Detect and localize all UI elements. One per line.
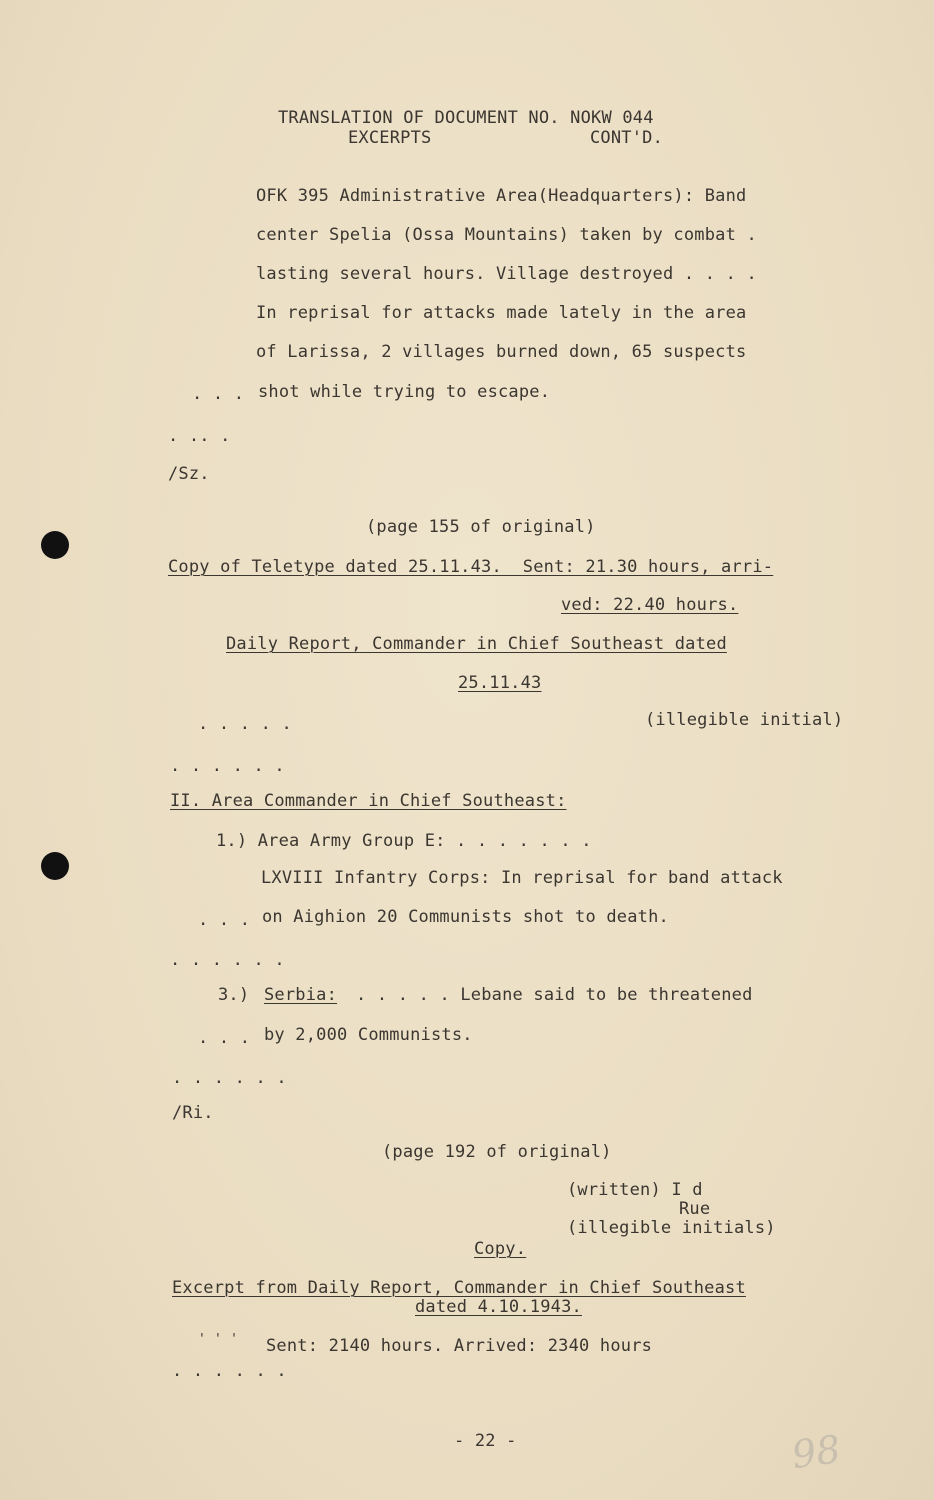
- signature-sz: /Sz.: [168, 464, 210, 484]
- ellipsis: . . . . . .: [170, 756, 285, 776]
- teletype-heading-cont: ved: 22.40 hours.: [561, 595, 739, 615]
- ellipsis: . . .: [198, 1028, 251, 1048]
- page-reference: (page 155 of original): [366, 517, 596, 537]
- excerpt-heading: Excerpt from Daily Report, Commander in Chief Southeast: [172, 1278, 746, 1298]
- ellipsis: . . .: [192, 384, 245, 404]
- punch-hole: [41, 531, 69, 559]
- item-1-label: 1.) Area Army Group E: . . . . . . .: [216, 831, 592, 851]
- ellipsis: . .. .: [168, 426, 231, 446]
- item-3-label: Serbia:: [264, 985, 338, 1005]
- body-line: OFK 395 Administrative Area(Headquarters): Band: [256, 186, 747, 206]
- ellipsis: . . . . . .: [172, 1068, 287, 1088]
- report-title: Daily Report, Commander in Chief Southeast dated: [226, 634, 727, 654]
- item-3-text: by 2,000 Communists.: [264, 1025, 473, 1045]
- page-number: - 22 -: [454, 1431, 517, 1451]
- written-note: (written) I d: [567, 1180, 703, 1200]
- ellipsis: . . . . . .: [172, 1361, 287, 1381]
- illegible-initials: (illegible initials): [567, 1218, 776, 1238]
- ellipsis: . . .: [198, 910, 251, 930]
- ellipsis: . . . . .: [198, 714, 292, 734]
- sent-arrived: Sent: 2140 hours. Arrived: 2340 hours: [266, 1336, 653, 1356]
- written-note: Rue: [679, 1199, 711, 1219]
- report-date: 25.11.43: [458, 673, 542, 693]
- body-line: shot while trying to escape.: [258, 382, 551, 402]
- handwritten-number: 98: [789, 1426, 844, 1478]
- item-3-text: . . . . . Lebane said to be threatened: [356, 985, 753, 1005]
- ellipsis: ' ' ': [198, 1332, 239, 1347]
- body-line: In reprisal for attacks made lately in the area: [256, 303, 747, 323]
- item-3-number: 3.): [218, 985, 250, 1005]
- body-line: of Larissa, 2 villages burned down, 65 suspects: [256, 342, 747, 362]
- ellipsis: . . . . . .: [170, 950, 285, 970]
- page-reference: (page 192 of original): [382, 1142, 612, 1162]
- header-excerpts: EXCERPTS: [348, 128, 432, 148]
- copy-label: Copy.: [474, 1239, 527, 1259]
- punch-hole: [41, 852, 69, 880]
- illegible-initial: (illegible initial): [645, 710, 844, 730]
- header-title: TRANSLATION OF DOCUMENT NO. NOKW 044: [278, 108, 654, 128]
- item-1-text: LXVIII Infantry Corps: In reprisal for band attack: [261, 868, 783, 888]
- section-heading: II. Area Commander in Chief Southeast:: [170, 791, 567, 811]
- excerpt-date: dated 4.10.1943.: [415, 1297, 582, 1317]
- signature-ri: /Ri.: [172, 1103, 214, 1123]
- item-1-text: on Aighion 20 Communists shot to death.: [262, 907, 669, 927]
- teletype-heading: Copy of Teletype dated 25.11.43. Sent: 21.30 hours, arri-: [168, 557, 774, 577]
- body-line: center Spelia (Ossa Mountains) taken by combat .: [256, 225, 757, 245]
- header-contd: CONT'D.: [590, 128, 664, 148]
- body-line: lasting several hours. Village destroyed . . . .: [256, 264, 757, 284]
